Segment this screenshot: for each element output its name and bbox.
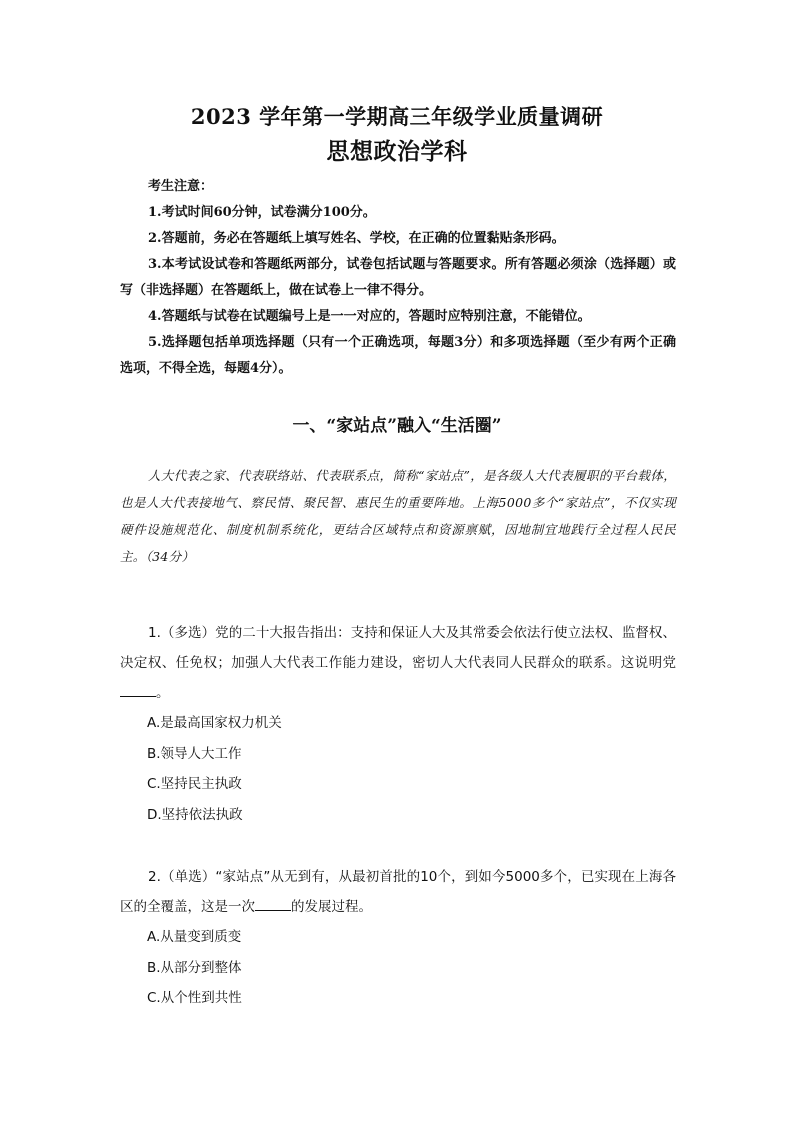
stem-text-end: 。 [156, 685, 170, 701]
stem-text-end: 的发展过程。 [291, 899, 372, 915]
stem-text: 2.（单选）“家站点”从无到有，从最初首批的10个，到如今5000多个，已实现在上海各区的全覆盖，这是一次 [120, 869, 676, 915]
section-intro: 人大代表之家、代表联络站、代表联系点，简称“家站点”，是各级人大代表履职的平台载体，也是人大代表接地气、察民情、聚民智、惠民生的重要阵地。上海5000多个“家站点”，不仅实现硬件设施规范化、制度机制系统化，更结合区域特点和资源禀赋，因地制宜地践行全过程人民民主。（34分） [120, 468, 676, 564]
option-b: B.领导人大工作 [147, 745, 242, 762]
question-stem [120, 862, 676, 922]
answer-blank [255, 898, 291, 911]
notice-item: 1.考试时间60分钟，试卷满分100分。 [148, 205, 376, 220]
option-c: C.从个性到共性 [147, 990, 242, 1006]
option-d: D.坚持依法执政 [147, 806, 243, 823]
notice-label: 考生注意： [148, 179, 214, 194]
notice-item: 2.答题前，务必在答题纸上填写姓名、学校，在正确的位置黏贴条形码。 [148, 231, 565, 246]
option-c: C.坚持民主执政 [147, 776, 242, 792]
stem-text: 1.（多选）党的二十大报告指出：支持和保证人大及其常委会依法行使立法权、监督权、决定权、任免权；加强人大代表工作能力建设，密切人大代表同人民群众的联系。这说明党 [120, 625, 676, 671]
question-2 [120, 862, 676, 1014]
section-title: 一、“家站点”融入“生活圈” [292, 416, 502, 436]
option-b: B.从部分到整体 [147, 959, 242, 976]
question-1 [120, 618, 676, 830]
option-a: A.是最高国家权力机关 [147, 715, 282, 731]
exam-title: 2023 学年第一学期高三年级学业质量调研 [190, 104, 604, 129]
option-a: A.从量变到质变 [147, 929, 242, 945]
question-stem [120, 618, 676, 708]
candidate-notice [120, 174, 676, 382]
answer-blank [120, 684, 156, 697]
notice-item: 3.本考试设试卷和答题纸两部分，试卷包括试题与答题要求。所有答题必须涂（选择题）或写（非选择题）在答题纸上，做在试卷上一律不得分。 [120, 257, 676, 298]
notice-item: 5.选择题包括单项选择题（只有一个正确选项，每题3分）和多项选择题（至少有两个正确选项，不得全选，每题4分）。 [120, 335, 676, 376]
subject-title: 思想政治学科 [326, 138, 468, 165]
notice-item: 4.答题纸与试卷在试题编号上是一一对应的，答题时应特别注意，不能错位。 [148, 309, 591, 324]
